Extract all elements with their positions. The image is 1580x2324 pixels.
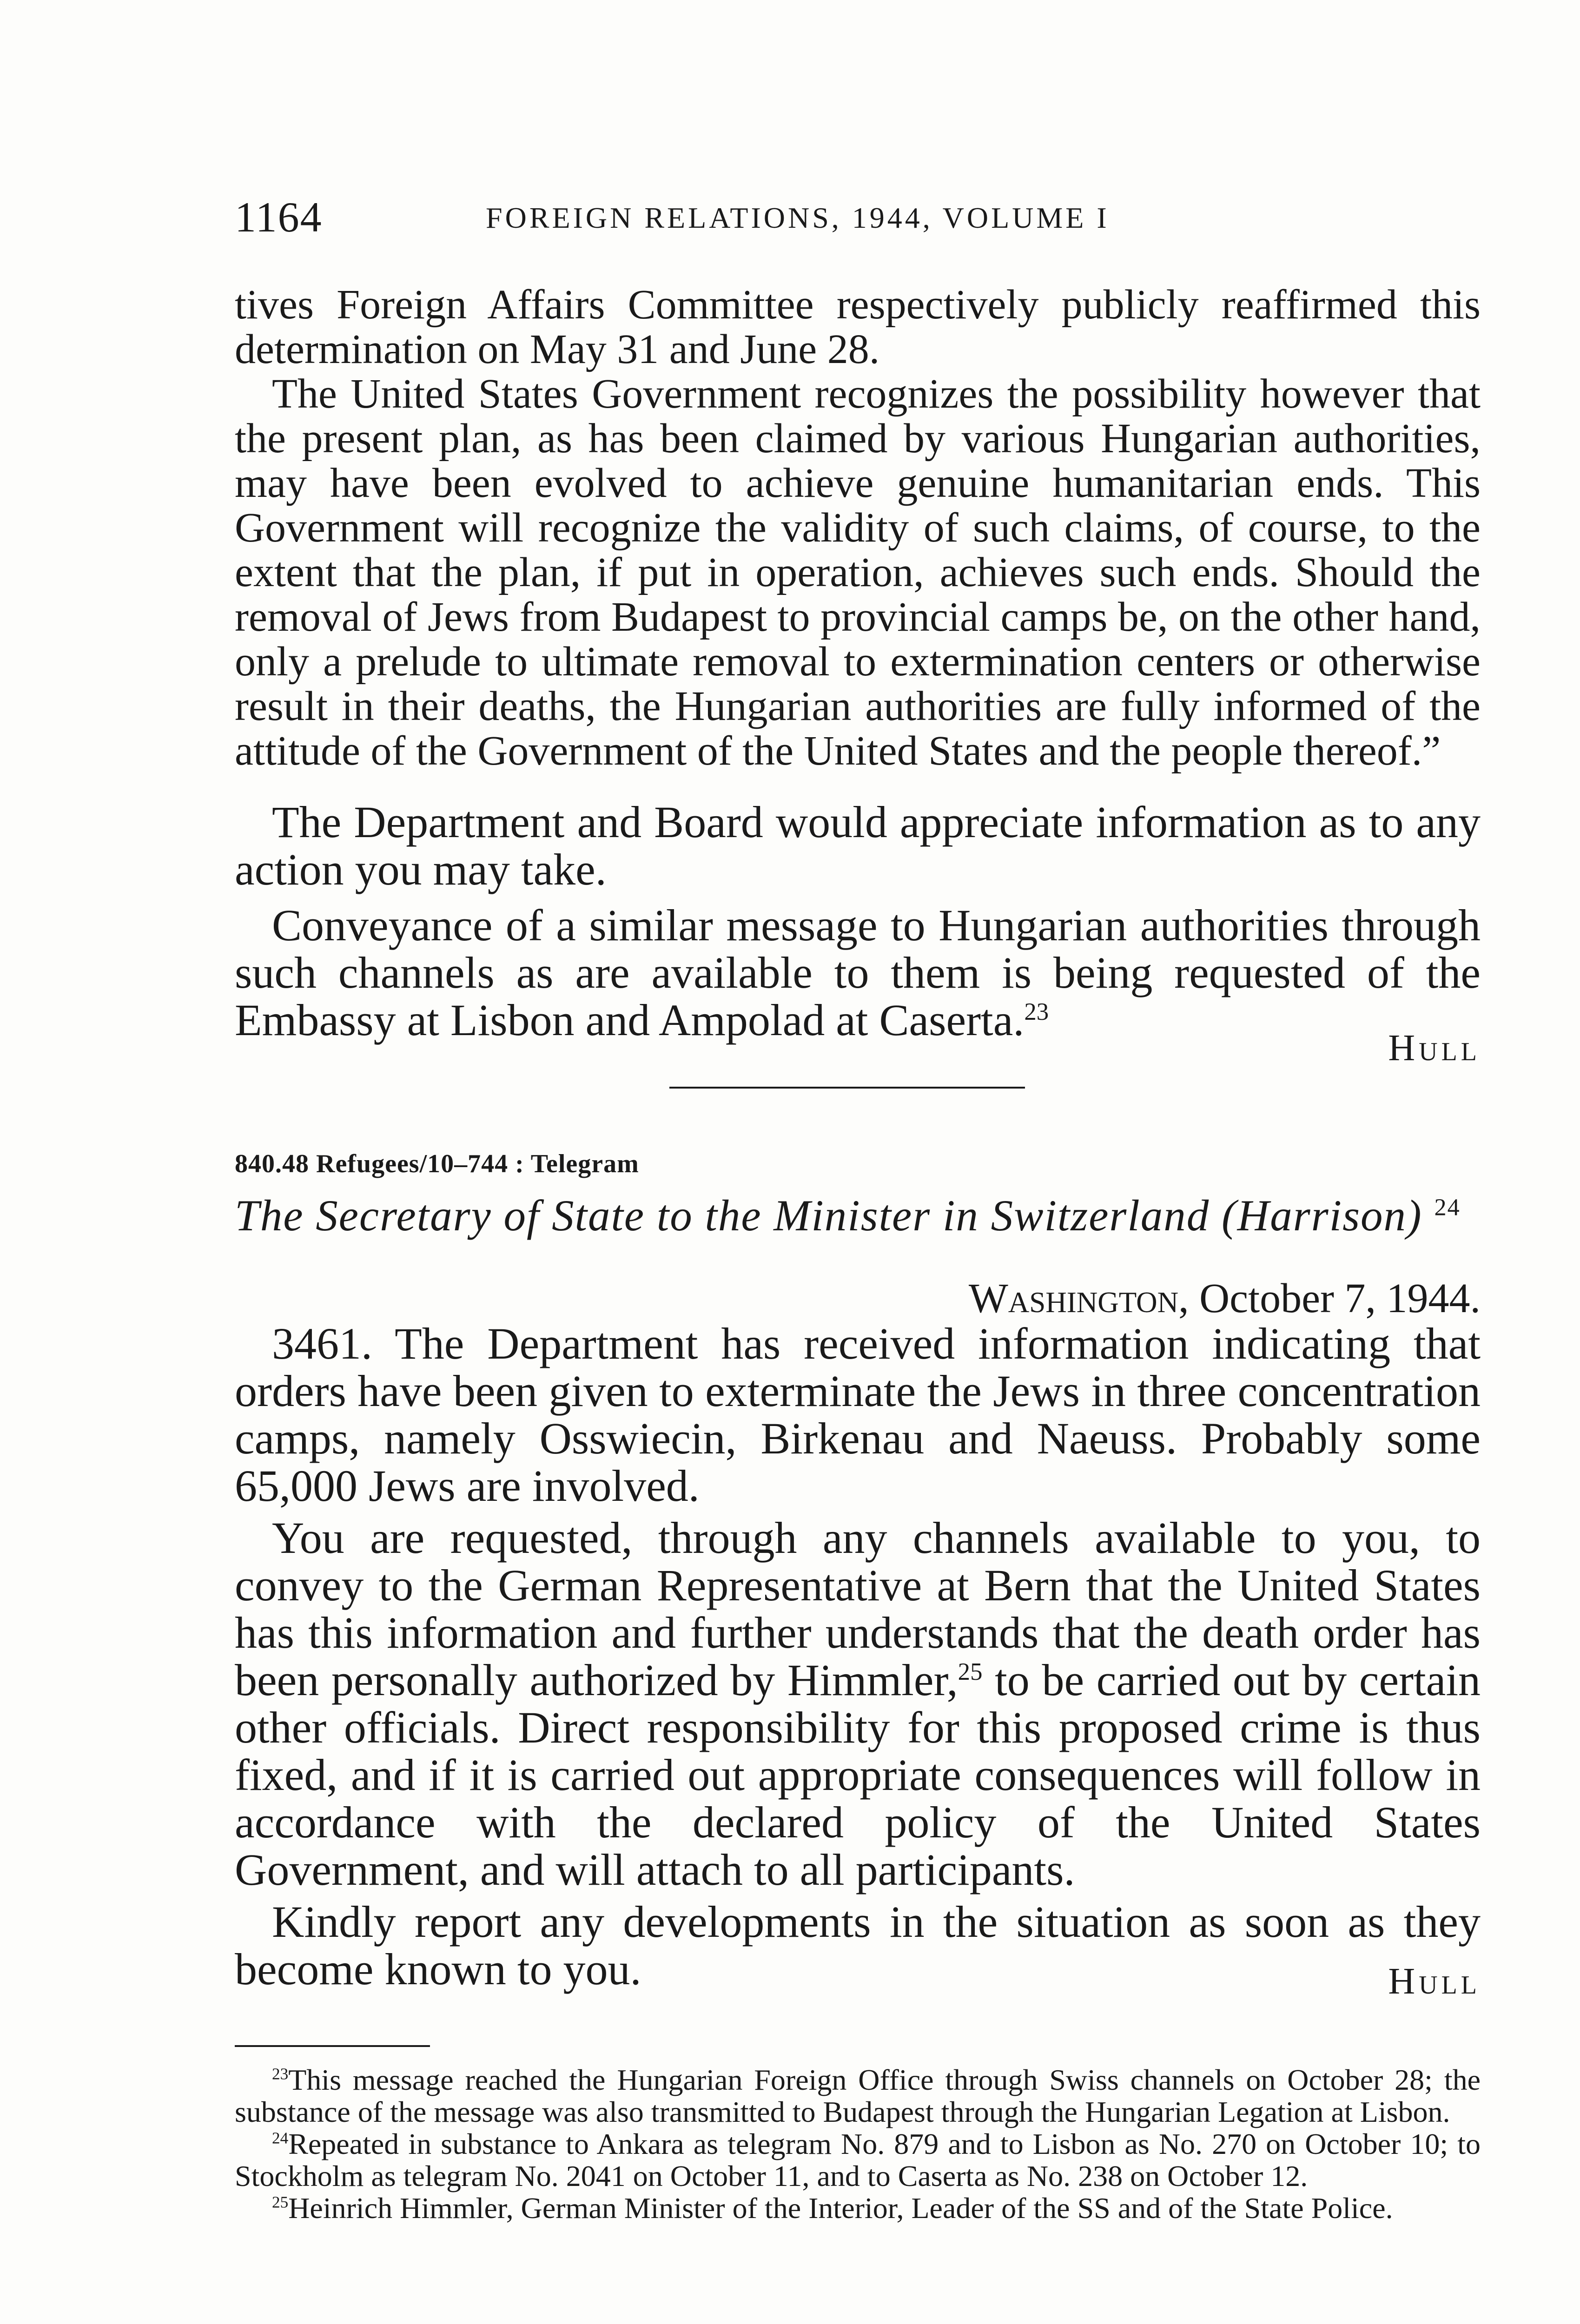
page-header: [235, 192, 1481, 244]
quote-continuation: tives Foreign Affairs Committee respectively publicly reaffirmed this determination on May 31 and June 28.: [235, 282, 1481, 372]
footnote-divider: [235, 2045, 430, 2047]
prior-paragraph-2: Conveyance of a similar message to Hungarian authorities through such channels as are available to them is being requested of the Embassy at Lisbon and Ampolad at Caserta.$^{23}$: [235, 900, 1481, 1045]
dateline: [235, 1274, 1481, 1322]
document-title: The Secretary of State to the Minister in Switzerland (Harrison) $^{24}$: [235, 1191, 1461, 1240]
prior-paragraph-1: The Department and Board would appreciate information as to any action you may take.: [235, 797, 1481, 894]
signature: Hull: [1388, 1961, 1481, 2002]
footnote-25: $^{25}$Heinrich Himmler, German Minister of the Interior, Leader of the SS and of the State Police.: [272, 2192, 1393, 2225]
footnotes: [235, 2064, 1481, 2224]
quote-paragraph: The United States Government recognizes the possibility however that the present plan, as has been claimed by various Hungarian authorities, may have been evolved to achieve genuine humanitarian ends. This Government will recognize the validity of such claims, of course, to the extent that the plan, if put in operation, achieves such ends. Should the removal of Jews from Budapest to provincial camps be, on the other hand, only a prelude to ultimate removal to extermination centers or otherwise result in their deaths, the Hungarian authorities are fully informed of the attitude of the Government of the United States and the people thereof.”: [235, 371, 1481, 774]
footnote-ref-23: 23: [1024, 998, 1049, 1025]
section-divider: [669, 1087, 1025, 1089]
footnote-23: $^{23}$This message reached the Hungarian Foreign Office through Swiss channels on October 28; the substance of the message was also transmitted to Budapest through the Hungarian Legation at Lisbon.: [235, 2063, 1481, 2128]
dateline-place: Washington,: [968, 1275, 1189, 1321]
prior-closing-paragraphs: [235, 799, 1481, 1044]
file-reference: 840.48 Refugees/10–744 : Telegram: [235, 1149, 639, 1178]
page-number: 1164: [235, 193, 323, 241]
footnote-ref-24: 24: [1434, 1194, 1461, 1221]
footnote-ref-25: 25: [958, 1658, 983, 1685]
telegram-body: [235, 1320, 1481, 1993]
prior-document: [235, 283, 1481, 773]
footnote-24: $^{24}$Repeated in substance to Ankara as telegram No. 879 and to Lisbon as No. 270 on October 10; to Stockholm as telegram No. 2041 on October 11, and to Caserta as No. 238 on October 12.: [235, 2127, 1481, 2192]
body-paragraph-2: You are requested, through any channels available to you, to convey to the German Representative at Bern that the United States has this information and further understands that the death order has been personally authorized by Himmler,$^{25}$ to be carried out by certain other officials. Direct responsibility for this proposed crime is thus fixed, and if it is carried out appropriate consequences will follow in accordance with the declared policy of the United States Government, and will attach to all participants.: [235, 1513, 1481, 1895]
running-title: FOREIGN RELATIONS, 1944, VOLUME I: [486, 201, 1110, 234]
body-paragraph-1: 3461. The Department has received information indicating that orders have been given to exterminate the Jews in three concentration camps, namely Osswiecin, Birkenau and Naeuss. Probably some 65,000 Jews are involved.: [235, 1319, 1481, 1511]
prior-signature: Hull: [1388, 1028, 1481, 1069]
body-paragraph-3: Kindly report any developments in the situation as soon as they become known to you.: [235, 1897, 1481, 1994]
dateline-date: October 7, 1944.: [1199, 1275, 1481, 1321]
